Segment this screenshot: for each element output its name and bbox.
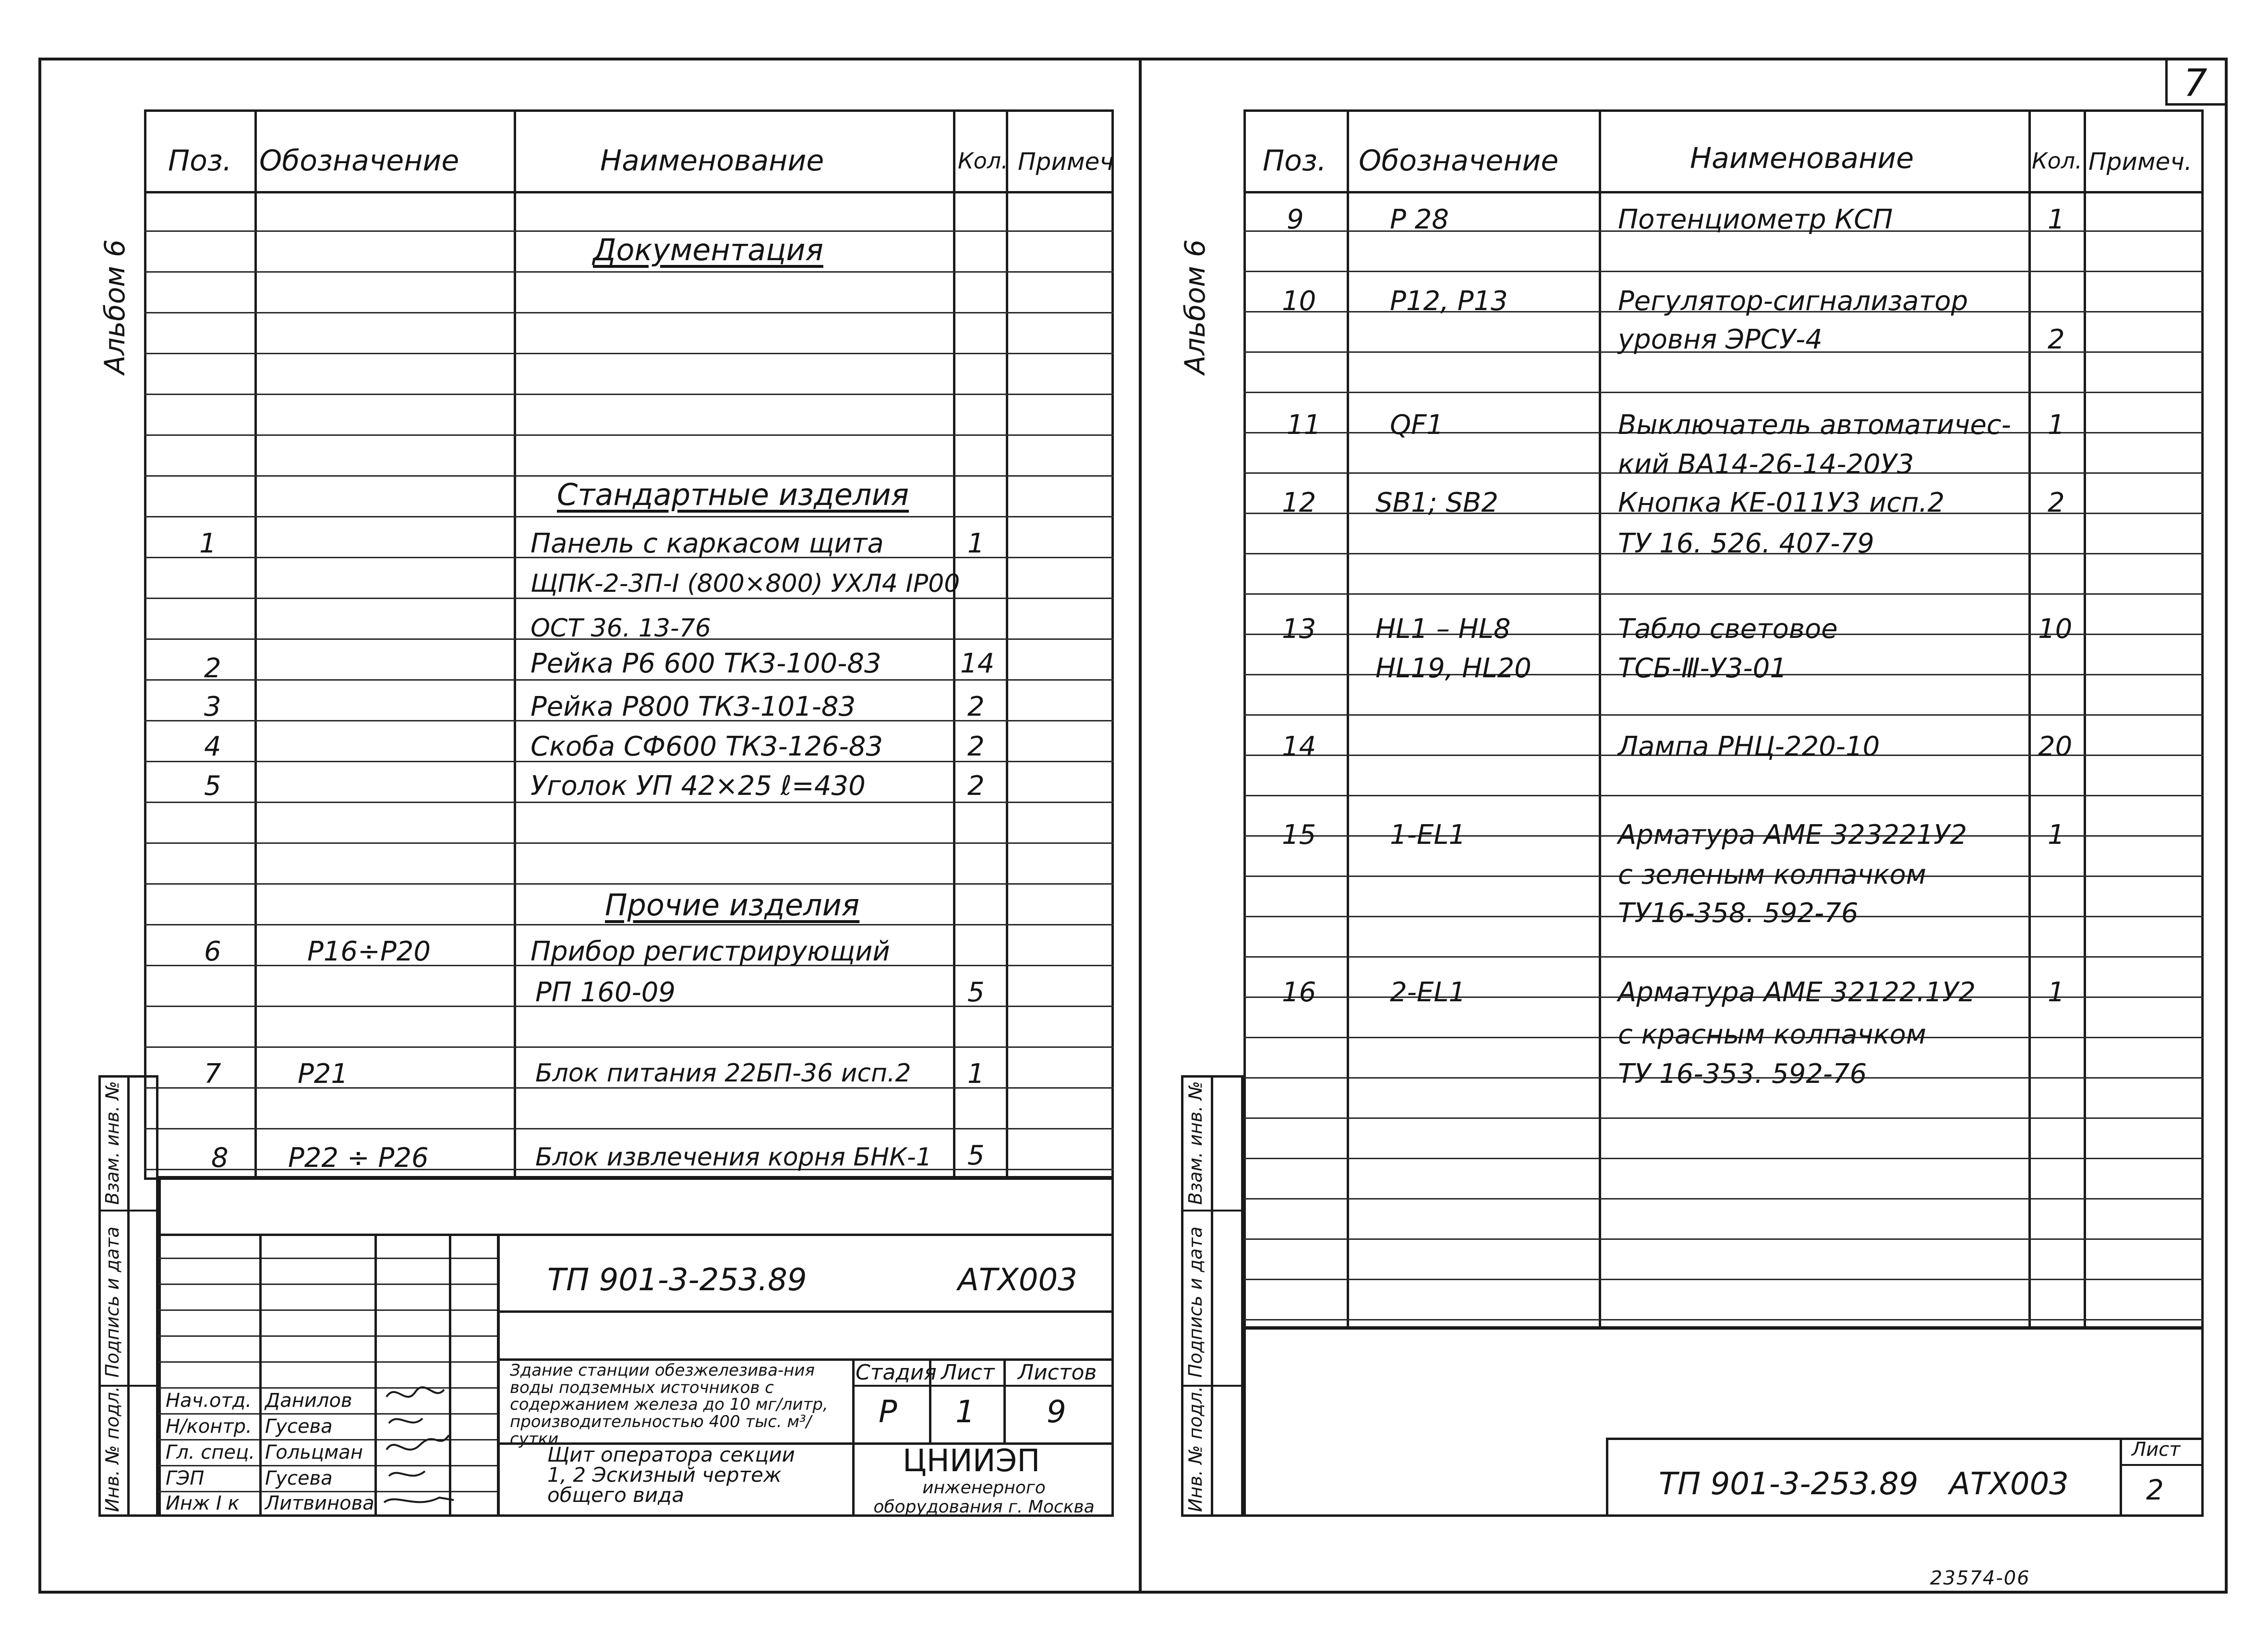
left-tb-drawing: Щит оператора секции 1, 2 Эскизный чертеж общего вида <box>547 1443 795 1507</box>
right-row-line <box>1243 593 2204 595</box>
left-pos: 1 <box>199 528 217 559</box>
left-tb-stamp-line <box>158 1284 497 1285</box>
left-name: Уголок УП 42×25 ℓ=430 <box>531 770 866 802</box>
right-tb-sheet-label: Лист <box>2132 1439 2181 1461</box>
left-qty: 1 <box>967 1058 985 1090</box>
right-row-line <box>1243 1117 2204 1119</box>
right-row-line <box>1243 1279 2204 1280</box>
signer-name: Гусева <box>265 1416 333 1438</box>
left-qty: 2 <box>967 731 985 762</box>
left-section-standard: Стандартные изделия <box>557 477 909 512</box>
left-pos: 7 <box>204 1058 221 1090</box>
left-tb-doc: АТХ003 <box>958 1262 1077 1298</box>
right-label-sign: Подпись и дата <box>1185 1226 1206 1378</box>
right-des: 2-EL1 <box>1390 977 1466 1008</box>
right-pos: 15 <box>1282 819 1316 851</box>
album-label-right: Альбом 6 <box>1179 239 1211 374</box>
left-label-sign: Подпись и дата <box>102 1226 123 1378</box>
right-des: HL1 – HL8 <box>1375 613 1511 645</box>
right-qty: 2 <box>2048 324 2065 355</box>
right-header-designation: Обозначение <box>1359 144 1559 178</box>
left-row-line <box>144 271 1114 273</box>
right-name: ТУ16-358. 592-76 <box>1618 898 1858 929</box>
right-des: Р12, Р13 <box>1390 286 1508 317</box>
left-name: Блок питания 22БП-36 исп.2 <box>535 1059 911 1088</box>
left-tb-stamp-line <box>158 1309 497 1311</box>
left-qty: 5 <box>967 1140 985 1171</box>
left-name: РП 160-09 <box>535 977 676 1008</box>
left-tb-sheets-col <box>1003 1358 1006 1442</box>
right-tb-code: ТП 901-3-253.89 <box>1659 1466 1918 1502</box>
left-tb-org-col <box>852 1442 855 1517</box>
right-header-name: Наименование <box>1690 142 1914 175</box>
right-name: Потенциометр КСП <box>1618 204 1893 235</box>
left-row-line <box>144 802 1114 803</box>
left-tb-stamp-line <box>158 1258 497 1259</box>
right-qty: 10 <box>2038 613 2073 645</box>
right-row-line <box>1243 1198 2204 1200</box>
right-pos: 12 <box>1282 487 1316 518</box>
left-row-line <box>144 394 1114 395</box>
right-side-stamp-divider <box>1211 1075 1213 1517</box>
left-tb-stage: Р <box>879 1394 897 1430</box>
right-qty: 1 <box>2048 977 2065 1008</box>
right-name: ТУ 16-353. 592-76 <box>1618 1058 1867 1090</box>
right-label-vzam: Взам. инв. № <box>1185 1080 1206 1205</box>
left-name: Рейка Р6 600 ТК3-100-83 <box>531 648 881 679</box>
left-col-line-2 <box>514 109 516 1180</box>
left-header-name: Наименование <box>600 144 824 178</box>
left-tb-sheets: 9 <box>1047 1394 1066 1430</box>
left-name: Блок извлечения корня БНК-1 <box>535 1143 932 1172</box>
left-col-line-1 <box>254 109 257 1180</box>
left-pos: 5 <box>204 770 221 802</box>
left-side-stamp-divider <box>127 1075 130 1517</box>
left-tb-sheet: 1 <box>955 1394 975 1430</box>
left-pos: 4 <box>204 731 221 762</box>
right-name: Кнопка КЕ-011У3 исп.2 <box>1618 487 1945 518</box>
right-qty: 2 <box>2048 487 2065 518</box>
center-fold <box>1139 58 1142 1594</box>
right-header-pos: Поз. <box>1263 144 1327 178</box>
left-tb-stage-line <box>852 1385 1114 1387</box>
right-qty: 1 <box>2048 204 2065 235</box>
left-qty: 1 <box>967 528 985 559</box>
left-qty: 14 <box>960 648 995 679</box>
left-pos: 2 <box>204 653 221 684</box>
left-qty: 5 <box>967 977 985 1008</box>
left-side-stamp-line-1 <box>98 1210 158 1212</box>
left-tb-sheets-label: Листов <box>1018 1360 1097 1385</box>
right-col-line-2 <box>1599 109 1601 1329</box>
left-pos: 6 <box>204 936 221 967</box>
left-tb-col-1 <box>259 1234 262 1517</box>
left-header-note: Примеч <box>1018 148 1114 176</box>
right-row-line <box>1243 271 2204 272</box>
right-col-line-1 <box>1347 109 1349 1329</box>
left-name: Скоба СФ600 ТК3-126-83 <box>531 731 883 762</box>
left-section-other: Прочие изделия <box>605 888 860 923</box>
left-col-line-4 <box>1006 109 1008 1180</box>
right-col-line-4 <box>2084 109 2086 1329</box>
right-name: с красным колпачком <box>1618 1019 1927 1050</box>
left-section-docs: Документация <box>593 232 823 267</box>
left-pos: 3 <box>204 691 221 722</box>
left-name: ОСТ 36. 13-76 <box>531 614 711 643</box>
right-side-stamp-line-1 <box>1181 1210 1243 1212</box>
left-row-line <box>144 924 1114 925</box>
right-col-line-3 <box>2028 109 2031 1329</box>
left-tb-col-4 <box>497 1234 500 1517</box>
left-qty: 2 <box>967 691 985 722</box>
left-name: ЩПК-2-3П-I (800×800) УХЛ4 IP00 <box>531 569 960 598</box>
left-name: Панель с каркасом щита <box>531 528 884 559</box>
right-tb-sheet-col <box>2120 1438 2122 1517</box>
left-row-line <box>144 842 1114 844</box>
right-name: с зеленым колпачком <box>1618 859 1927 890</box>
right-tb-sheet-line <box>2120 1464 2204 1466</box>
right-pos: 13 <box>1282 613 1316 645</box>
right-name: Лампа РНЦ-220-10 <box>1618 731 1880 762</box>
right-des: 1-EL1 <box>1390 819 1466 851</box>
left-des: Р16÷Р20 <box>307 936 431 967</box>
left-tb-stage-label: Стадия <box>856 1360 937 1385</box>
left-des: Р22 ÷ Р26 <box>288 1142 429 1174</box>
right-qty: 1 <box>2048 409 2065 441</box>
right-pos: 10 <box>1282 286 1316 317</box>
left-tb-stage-col <box>852 1358 855 1442</box>
left-row-line <box>144 434 1114 436</box>
signer-role: Нач.отд. <box>166 1390 252 1412</box>
left-tb-org: ЦНИИЭП <box>903 1443 1040 1479</box>
right-name: Выключатель автоматичес- <box>1618 409 2011 441</box>
right-header-note: Примеч. <box>2088 148 2192 176</box>
left-name: Рейка Р800 ТК3-101-83 <box>531 691 856 722</box>
left-header-line <box>144 191 1114 193</box>
right-header-line <box>1243 191 2204 193</box>
right-des: Р 28 <box>1390 204 1449 235</box>
right-qty: 1 <box>2048 819 2065 851</box>
signer-role: ГЭП <box>166 1467 205 1489</box>
left-qty: 2 <box>967 770 985 802</box>
signature-scribbles <box>377 1378 458 1517</box>
left-row-line <box>144 883 1114 885</box>
right-label-inv: Инв. № подл. <box>1185 1386 1206 1512</box>
left-tb-top-line <box>158 1234 1114 1236</box>
right-row-line <box>1243 1319 2204 1320</box>
left-row-line <box>144 475 1114 477</box>
signer-name: Данилов <box>265 1390 352 1412</box>
right-name: кий ВА14-26-14-20У3 <box>1618 449 1914 480</box>
right-qty: 20 <box>2038 731 2073 762</box>
right-row-line <box>1243 956 2204 958</box>
album-label-left: Альбом 6 <box>98 239 131 374</box>
right-row-line <box>1243 392 2204 393</box>
left-tb-org-sub: инженерного оборудования г. Москва <box>873 1478 1095 1517</box>
left-label-inv: Инв. № подл. <box>102 1386 123 1512</box>
right-row-line <box>1243 795 2204 796</box>
left-row-line <box>144 516 1114 517</box>
left-des: Р21 <box>298 1058 349 1090</box>
right-name: Регулятор-сигнализатор <box>1618 286 1968 317</box>
left-tb-sheet-label: Лист <box>941 1360 995 1385</box>
signer-name: Литвинова <box>265 1492 374 1514</box>
signer-role: Гл. спец. <box>166 1441 255 1464</box>
right-pos: 14 <box>1282 731 1316 762</box>
right-name: уровня ЭРСУ-4 <box>1618 324 1822 355</box>
left-label-vzam: Взам. инв. № <box>102 1080 123 1205</box>
right-row-line <box>1243 714 2204 716</box>
left-row-line <box>144 1046 1114 1048</box>
left-tb-object: Здание станции обезжелезива-ния воды подземных источников с содержанием железа до 10 мг/литр, производительностью 400 тыс. м³/сутки <box>510 1361 828 1449</box>
right-pos: 16 <box>1282 977 1316 1008</box>
right-header-qty: Кол. <box>2032 148 2082 174</box>
right-name: ТСБ-Ⅲ-У3-01 <box>1618 653 1787 684</box>
right-name: ТУ 16. 526. 407-79 <box>1618 528 1874 559</box>
signer-role: Инж I к <box>166 1492 240 1514</box>
left-spec-table <box>144 109 1114 1180</box>
left-header-designation: Обозначение <box>259 144 459 178</box>
right-pos: 9 <box>1287 204 1304 235</box>
archive-number: 23574-06 <box>1930 1567 2030 1589</box>
sheet-number: 7 <box>2184 62 2208 105</box>
right-row-line <box>1243 1238 2204 1240</box>
right-pos: 11 <box>1287 409 1321 441</box>
right-tb-sheet: 2 <box>2146 1474 2164 1506</box>
left-row-line <box>144 353 1114 354</box>
left-header-pos: Поз. <box>168 144 232 178</box>
left-row-line <box>144 679 1114 681</box>
right-tb-doc: АТХ003 <box>1949 1466 2069 1502</box>
right-name: Арматура АМЕ 323221У2 <box>1618 819 1967 851</box>
left-row-line <box>144 1128 1114 1129</box>
right-des: HL19, HL20 <box>1375 653 1532 684</box>
right-name: Табло световое <box>1618 613 1838 645</box>
left-row-line <box>144 312 1114 313</box>
left-col-line-3 <box>953 109 955 1180</box>
right-des: SB1; SB2 <box>1375 487 1498 518</box>
left-tb-stamp-line <box>158 1361 497 1363</box>
left-tb-stamp-line <box>158 1335 497 1337</box>
left-header-qty: Кол. <box>958 148 1008 174</box>
right-name: Арматура АМЕ 32122.1У2 <box>1618 977 1976 1008</box>
signer-role: Н/контр. <box>166 1416 252 1438</box>
left-name: Прибор регистрирующий <box>531 936 890 967</box>
left-tb-code: ТП 901-3-253.89 <box>547 1262 807 1298</box>
left-row-line <box>144 230 1114 232</box>
left-pos: 8 <box>211 1142 229 1174</box>
signer-name: Гольцман <box>265 1441 363 1464</box>
right-row-line <box>1243 1158 2204 1159</box>
signer-name: Гусева <box>265 1467 333 1489</box>
left-tb-code-line <box>497 1310 1114 1313</box>
right-des: QF1 <box>1390 409 1444 441</box>
